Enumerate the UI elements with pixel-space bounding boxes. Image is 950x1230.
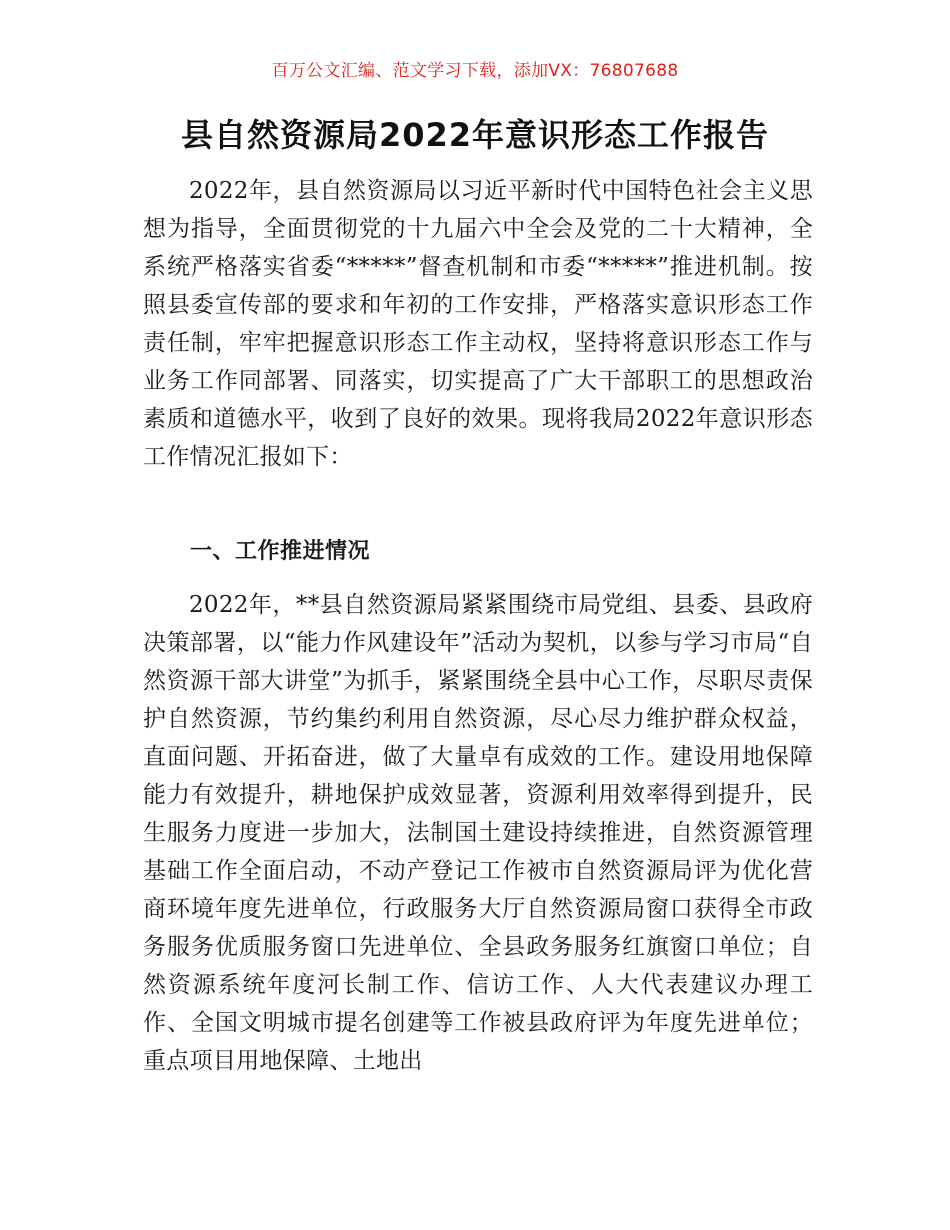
document-title: 县自然资源局2022年意识形态工作报告 <box>180 116 770 154</box>
header-banner: 百万公文汇编、范文学习下载，添加VX：76807688 <box>271 61 679 81</box>
section-paragraph: 2022年，**县自然资源局紧紧围绕市局党组、县委、县政府决策部署，以“能力作风建设年”活动为契机，以参与学习市局“自然资源干部大讲堂”为抓手，紧紧围绕全县中心工作，尽职尽责保护自然资源，节约集约利用自然资源，尽心尽力维护群众权益，直面问题、开拓奋进，做了大量卓有成效的工作。建设用地保障能力有效提升，耕地保护成效显著，资源利用效率得到提升，民生服务力度进一步加大，法制国土建设持续推进，自然资源管理基础工作全面启动，不动产登记工作被市自然资源局评为优化营商环境年度先进单位，行政服务大厅自然资源局窗口获得全市政务服务优质服务窗口先进单位、全县政务服务红旗窗口单位；自然资源系统年度河长制工作、信访工作、人大代表建议办理工作、全国文明城市提名创建等工作被县政府评为年度先进单位；重点项目用地保障、土地出 <box>143 592 813 1074</box>
intro-paragraph: 2022年，县自然资源局以习近平新时代中国特色社会主义思想为指导，全面贯彻党的十九届六中全会及党的二十大精神，全系统严格落实省委“*****”督查机制和市委“*****”推进机制。按照县委宣传部的要求和年初的工作安排，严格落实意识形态工作责任制，牢牢把握意识形态工作主动权，坚持将意识形态工作与业务工作同部署、同落实，切实提高了广大干部职工的思想政治素质和道德水平，收到了良好的效果。现将我局2022年意识形态工作情况汇报如下： <box>143 178 813 470</box>
section-heading: 一、工作推进情况 <box>190 539 371 564</box>
